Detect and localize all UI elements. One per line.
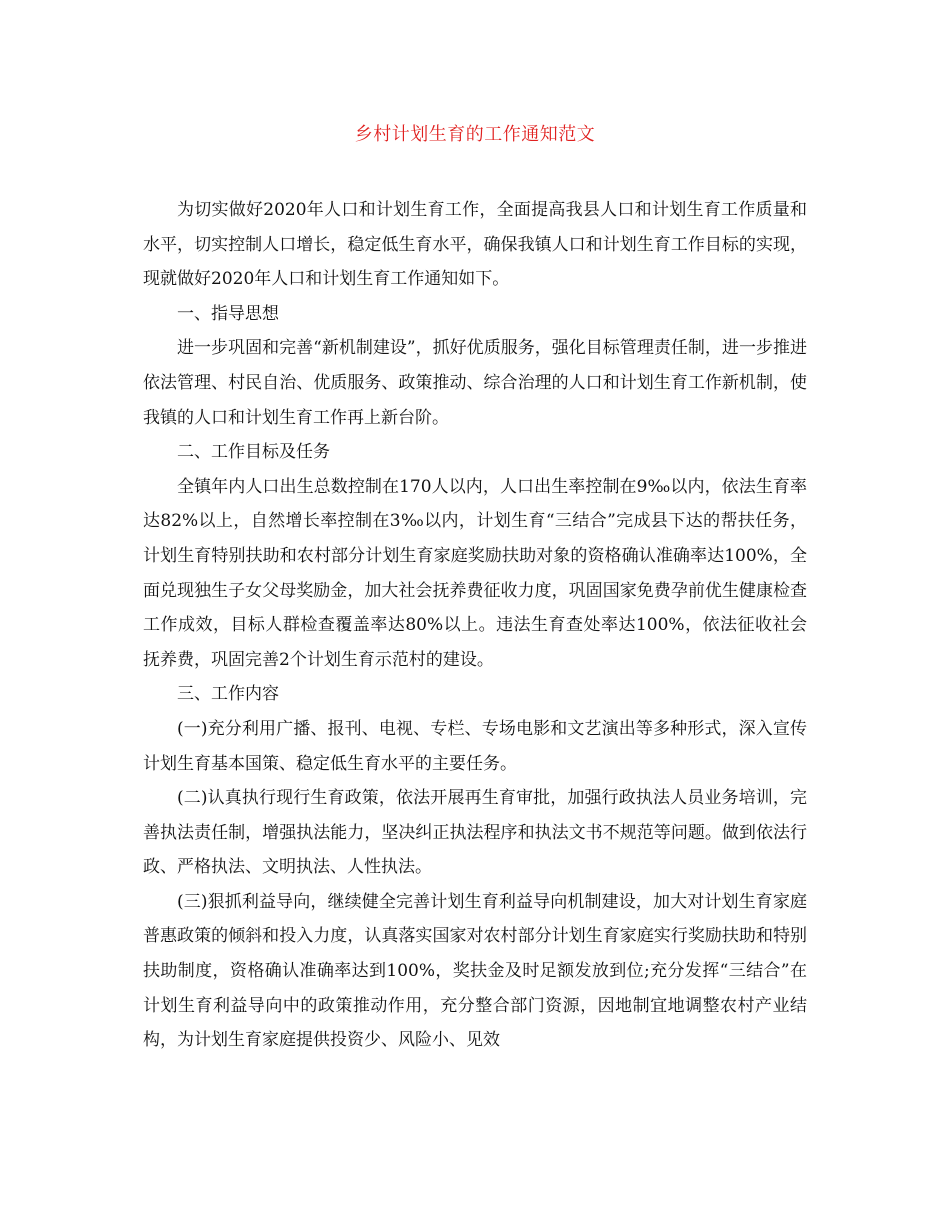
- paragraph-intro: 为切实做好2020年人口和计划生育工作，全面提高我县人口和计划生育工作质量和水平，切实控制人口增长，稳定低生育水平，确保我镇人口和计划生育工作目标的实现，现就做好2020年人口和计划生育工作通知如下。: [143, 200, 807, 290]
- document-title: 乡村计划生育的工作通知范文: [354, 124, 596, 145]
- paragraph-guiding-ideology: 进一步巩固和完善“新机制建设”，抓好优质服务，强化目标管理责任制，进一步推进依法管理、村民自治、优质服务、政策推动、综合治理的人口和计划生育工作新机制，使我镇的人口和计划生育工作再上新台阶。: [143, 338, 807, 428]
- document-body: [143, 193, 807, 1058]
- section-heading-goals-tasks: 二、工作目标及任务: [177, 442, 330, 463]
- paragraph-work-item-2: (二)认真执行现行生育政策，依法开展再生育审批，加强行政执法人员业务培训，完善执法责任制，增强执法能力，坚决纠正执法程序和执法文书不规范等问题。做到依法行政、严格执法、文明执法、人性执法。: [143, 788, 807, 878]
- section-heading-work-content: 三、工作内容: [177, 684, 279, 705]
- paragraph-work-item-3: (三)狠抓利益导向，继续健全完善计划生育利益导向机制建设，加大对计划生育家庭普惠政策的倾斜和投入力度，认真落实国家对农村部分计划生育家庭实行奖励扶助和特别扶助制度，资格确认准确率达到100%，奖扶金及时足额发放到位;充分发挥“三结合”在计划生育利益导向中的政策推动作用，充分整合部门资源，因地制宜地调整农村产业结构，为计划生育家庭提供投资少、风险小、见效: [143, 891, 807, 1051]
- section-heading-guiding-ideology: 一、指导思想: [177, 303, 279, 324]
- paragraph-goals-tasks: 全镇年内人口出生总数控制在170人以内，人口出生率控制在9‰以内，依法生育率达82%以上，自然增长率控制在3‰以内，计划生育“三结合”完成县下达的帮扶任务，计划生育特别扶助和农村部分计划生育家庭奖励扶助对象的资格确认准确率达100%，全面兑现独生子女父母奖励金，加大社会抚养费征收力度，巩固国家免费孕前优生健康检查工作成效，目标人群检查覆盖率达80%以上。违法生育查处率达100%，依法征收社会抚养费，巩固完善2个计划生育示范村的建设。: [143, 476, 807, 670]
- paragraph-work-item-1: (一)充分利用广播、报刊、电视、专栏、专场电影和文艺演出等多种形式，深入宣传计划生育基本国策、稳定低生育水平的主要任务。: [143, 718, 807, 774]
